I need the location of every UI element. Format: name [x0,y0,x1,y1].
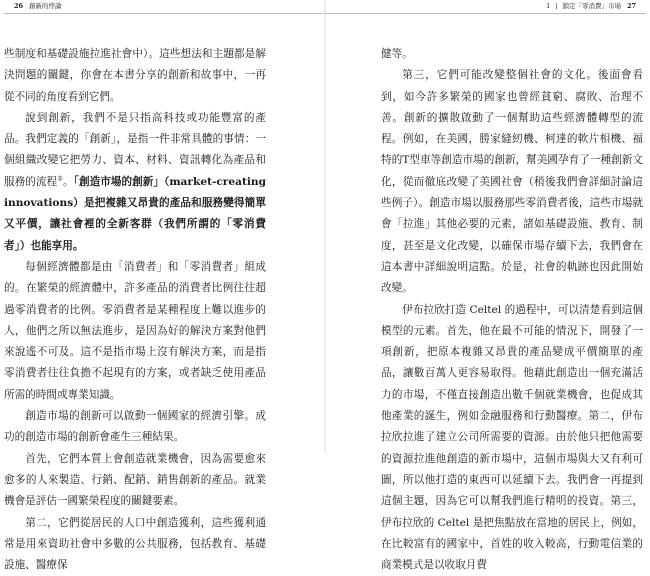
left-header-title: 創新的悖論 [29,2,62,10]
paragraph-text: 第三，它們可能改變整個社會的文化。後面會看到，如今許多繁榮的國家也曾經貧窮、腐敗、治理不善。創新的擴散啟動了一個幫助這些經濟體轉型的流程。例如，在美國，勝家縫紉機、柯達的軟片相機、福特的T型車等創造市場的創新，幫美國孕育了一種創新文化，從而徹底改變了美國社會（稍後我們會詳細討論這些例子）。創造市場以服務那些零消費者後，這些市場就會「拉進」其他必要的元素，諸如基礎設施、教育、制度，甚至是文化改變，以確保市場存續下去，我們會在這本書中詳細說明這點。於是，社會的軌跡也因此開始改變。 [381,69,643,295]
paragraph [4,44,266,108]
paragraph-text: 說到創新，我們不是只指高科技或功能豐富的產品。我們定義的「創新」，是指一件非常具體的事情：一個組織改變它把勞力、資本、材料、資訊轉化為產品和服務的流程 [4,111,266,188]
paragraph [381,44,643,65]
paragraph-text: 首先，它們本質上會創造就業機會，因為需要愈來愈多的人來製造、行銷、配銷、銷售創新的產品。就業機會是評估一國繁榮程度的關鍵要素。 [4,452,266,508]
right-page-header [546,2,642,11]
paragraph [4,108,266,257]
right-page [325,0,650,572]
paragraph-text: 。 [63,175,74,188]
left-page-number: 26 [14,2,24,10]
paragraph-text: 每個經濟體都是由「消費者」和「零消費者」組成的。在繁榮的經濟體中，許多產品的消費者比例往往超過零消費者的比例。零消費者是某種程度上難以進步的人，他們之所以無法進步，是因為好的解決方案對他們來說遙不可及。這不是指市場上沒有解決方案，而是指零消費者往往負擔不起現有的方案，或者缺乏使用產品所需的時間或專業知識。 [4,260,266,401]
paragraph [4,406,266,449]
right-page-body [381,44,643,576]
right-header-title: 鎖定「零消費」市場 [562,2,621,10]
paragraph-text: 創造市場的創新可以啟動一個國家的經濟引擎。成功的創造市場的創新會產生三種結果。 [4,410,266,444]
right-page-number: 27 [626,2,636,10]
right-header-rule [325,13,646,14]
left-page-header [8,2,62,11]
chapter-number: 1 [546,2,551,10]
paragraph-text: 伊布拉欣打造 Celtel 的過程中，可以清楚看到這個模型的元素。首先，他在最不可能的情況下，開發了一項創新，把原本複雜又昂貴的產品變成平價簡單的產品，讓數百萬人更容易取得。他藉此創造出一個充滿活力的市場，不僅直接創造出數千個就業機會，也促成其他產業的誕生，例如金融服務和行動醫療。第二，伊布拉欣拉進了建立公司所需要的資源。由於他只把他需要的資源拉進他創造的新市場中，這個市場與大又有利可圖，所以他打造的東西可以延續下去。我們會一再提到這個主題，因為它可以幫我們進行精明的投資。第三，伊布拉欣的 Celtel 是把焦點放在當地的居民上，例如，在比較富有的國家中，首姓的收入較高，行動電信業的商業模式是以收取月費 [381,303,643,572]
bold-definition: 「創造市場的創新」（market-creating innovations）是把複雜又昂貴的產品和服務變得簡單又平價，讓社會裡的全新客群（我們所謂的「零消費者」）也能享用。 [4,175,267,252]
paragraph [4,449,266,513]
left-header-rule [4,13,325,14]
left-page [0,0,325,572]
footnote-marker[interactable]: ② [57,174,64,183]
left-page-body [4,44,266,576]
header-divider: | [555,2,558,10]
paragraph [4,257,266,406]
paragraph-text: 健等。 [381,48,413,60]
paragraph [381,300,643,576]
paragraph [4,513,266,576]
paragraph-text: 些制度和基礎設施拉進社會中）。這些想法和主題都是解決問題的關鍵，你會在本書分享的創新和故事中，一再從不同的角度看到它們。 [4,48,266,103]
paragraph-text: 第二，它們從居民的人口中創造獲利，這些獲利通常是用來資助社會中多數的公共服務，包括教育、基礎設施、醫療保 [4,516,266,572]
paragraph [381,65,643,299]
